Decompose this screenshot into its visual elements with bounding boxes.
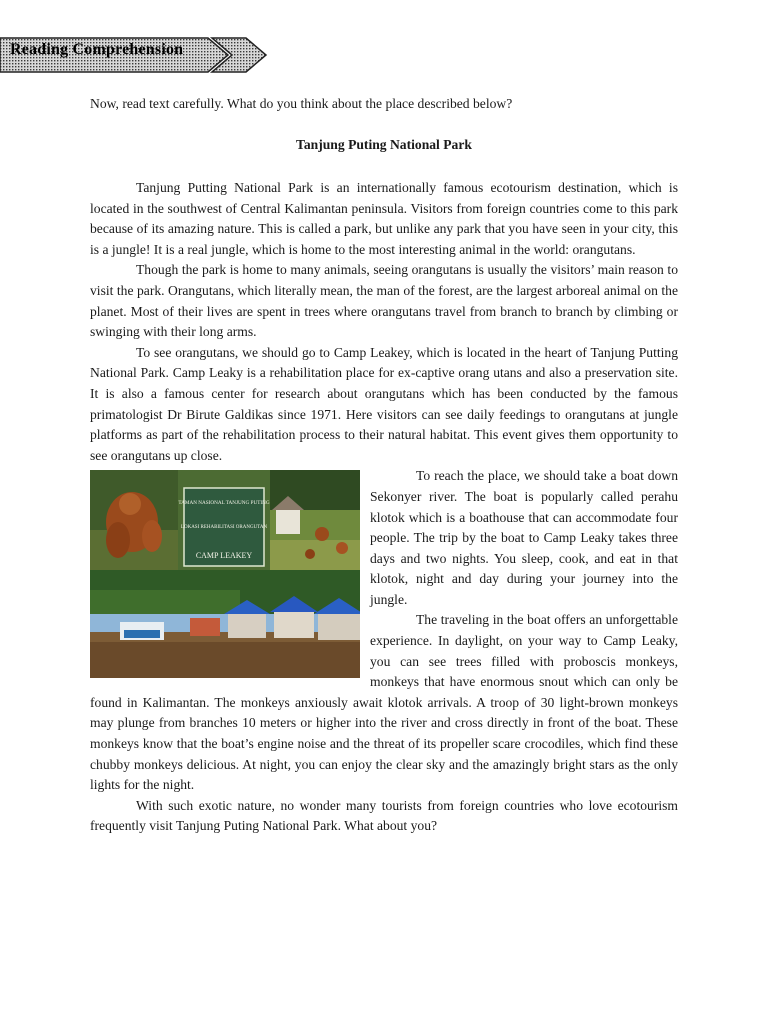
sign-line-1: TAMAN NASIONAL TANJUNG PUTING (178, 500, 270, 507)
paragraph-1: Tanjung Putting National Park is an internationally famous ecotourism destination, which is located in the southwest of Central Kalimantan peninsula. Visitors from foreign countries come to this park because of its amazing nature. This is called a park, but unlike any park that you have seen in your city, this is a jungle! It is a real jungle, which is home to the most interesting animal in the world: orangutans. (90, 180, 678, 257)
paragraph-3: To see orangutans, we should go to Camp Leakey, which is located in the heart of Tanjung Putting National Park. Camp Leaky is a rehabilitation place for ex-captive orang utans and also a preservation site. It is also a famous center for research about orangutans which has been conducted by the famous primatologist Dr Birute Galdikas since 1971. Here visitors can see daily feedings to orangutans at jungle platforms as part of the rehabilitation process to their natural habitat. This event gives them opportunity to see orangutans up close. (90, 344, 678, 463)
sign-line-3: CAMP LEAKEY (195, 551, 253, 561)
paragraph-4: To reach the place, we should take a boat down Sekonyer river. The boat is popularly called perahu klotok which is a boathouse that can accommodate four people. The trip by the boat to Camp Leaky takes three days and two nights. You sleep, cook, and eat in that klotok, night and day during your journey into the jungle. (370, 468, 678, 607)
paragraph-6: With such exotic nature, no wonder many tourists from foreign countries who love ecotourism frequently visit Tanjung Puting National Park. What about you? (90, 797, 678, 834)
sign-line-2: LOKASI REHABILITASI ORANGUTAN (180, 525, 268, 531)
paragraph-5: The traveling in the boat offers an unforgettable experience. In daylight, on your way to Camp Leaky, you can see trees filled with proboscis monkeys, monkeys that have enormous snout which can only be found in Kalimantan. The monkeys anxiously await klotok arrivals. A troop of 30 light-brown monkeys may plunge from branches 10 meters or higher into the river and cross directly in front of the boat. These monkeys know that the boat’s engine noise and the threat of its propeller scare crocodiles, which find these chubby monkeys delicious. At night, you can enjoy the clear sky and the amazingly bright stars as the only lights for the night. (90, 612, 678, 793)
article-title: Tanjung Puting National Park (296, 137, 472, 152)
banner-title: Reading Comprehension (10, 41, 184, 58)
paragraph-2: Though the park is home to many animals, seeing orangutans is usually the visitors’ main reason to visit the park. Orangutans, which literally mean, the man of the forest, are the largest arboreal animal on the planet. Most of their lives are spent in trees where orangutans travel from branch to branch by climbing or swinging with their long arms. (90, 262, 678, 340)
intro-instruction: Now, read text carefully. What do you think about the place described below? (90, 96, 513, 111)
park-photo-collage (90, 470, 360, 678)
article-body (90, 178, 678, 837)
section-banner (0, 36, 268, 74)
